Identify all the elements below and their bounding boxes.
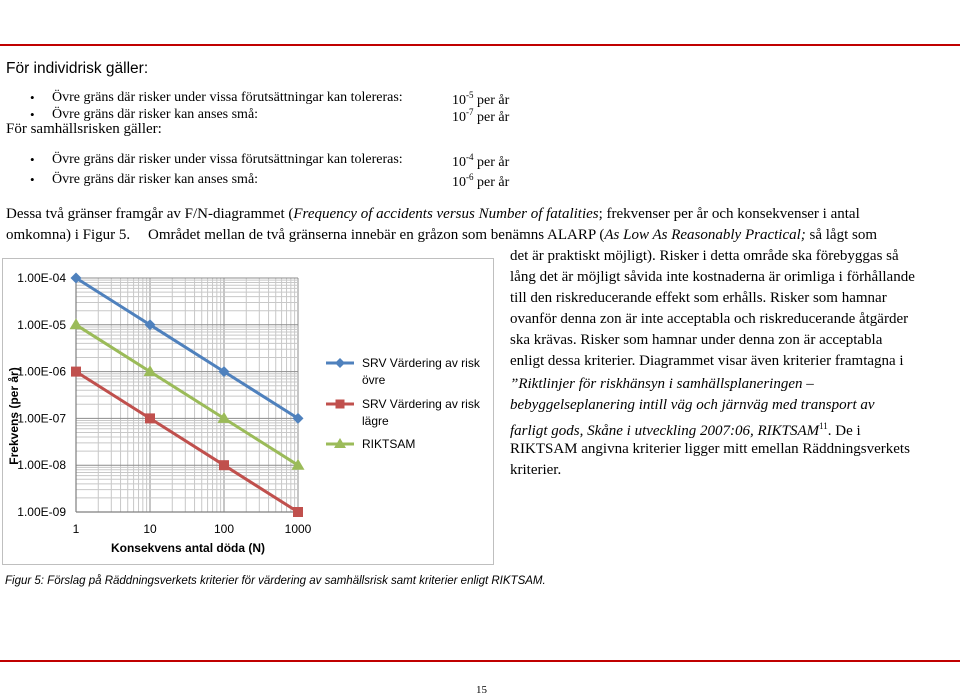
row-text: Övre gräns där risker under vissa förutsättningar kan tolereras: <box>52 90 403 105</box>
y-tick-labels <box>17 271 66 519</box>
data-point-triangle <box>292 459 305 470</box>
body-line-3: Området mellan de två gränserna innebär en gråzon som benämns ALARP (As Low As Reasonably Practical; så lågt som <box>148 227 878 243</box>
data-point-square <box>219 460 229 470</box>
x-tick-labels <box>73 522 312 536</box>
bullet-icon: • <box>30 90 35 105</box>
chart-series <box>70 273 305 518</box>
page-number: 15 <box>476 684 487 696</box>
samhall-row-2 <box>0 172 520 190</box>
data-point-square <box>293 507 303 517</box>
body-right-10: RIKTSAM angivna kriterier ligger mitt emellan Räddningsverkets <box>510 441 910 457</box>
data-point-triangle <box>218 412 231 423</box>
legend-label: SRV Värdering av risk <box>362 397 480 411</box>
samhallsrisk-heading: För samhällsrisken gäller: <box>6 121 162 137</box>
y-tick-label: 1.00E-04 <box>17 271 66 285</box>
body-right-8: bebyggelseplanering intill väg och järnväg med transport av <box>510 397 875 413</box>
series-line <box>76 278 298 418</box>
header-rule <box>0 44 960 46</box>
body-right-4: ovanför denna zon är inte acceptabla och riskreducerande åtgärder <box>510 311 909 327</box>
chart-legend <box>326 356 481 451</box>
body-right-7: ”Riktlinjer för riskhänsyn i samhällsplaneringen – <box>510 376 814 392</box>
row-value: $10^{-4}$ per år <box>452 152 510 170</box>
x-tick-label: 1 <box>72 522 80 536</box>
y-tick-label: 1.00E-06 <box>17 364 66 379</box>
legend-label: RIKTSAM <box>362 437 416 451</box>
data-point-diamond <box>335 358 345 368</box>
body-right-5: ska krävas. Risker som hamnar under denna zon är acceptabla <box>510 332 883 348</box>
body-right-1: det är praktiskt möjligt). Risker i detta område ska förebyggas så <box>510 248 899 264</box>
row-text: Övre gräns där risker under vissa förutsättningar kan tolereras: <box>52 152 403 167</box>
x-tick-label: 1000 <box>284 522 312 536</box>
row-text: Övre gräns där risker kan anses små: <box>52 172 259 187</box>
samhall-row-1 <box>0 152 520 170</box>
legend-item <box>326 397 481 428</box>
bullet-icon: • <box>30 172 35 187</box>
bullet-icon: • <box>30 107 35 122</box>
legend-label: övre <box>362 373 386 387</box>
body-right-3: till den riskreducerande effekt som erhålls. Risker som hamnar <box>510 290 887 306</box>
body-right-6: enligt dessa kriterier. Diagrammet visar även kriterier framtagna i <box>510 353 904 369</box>
data-point-triangle <box>144 365 157 376</box>
x-axis-label: Konsekvens antal döda (N) <box>110 541 266 555</box>
row-value: $10^{-7}$ per år <box>452 107 510 125</box>
individ-row-1 <box>0 90 520 108</box>
data-point-triangle <box>70 318 83 329</box>
row-value: $10^{-6}$ per år <box>452 172 510 190</box>
y-tick-label: 1.00E-08 <box>17 458 66 473</box>
bullet-icon: • <box>30 152 35 167</box>
body-line-2: omkomna) i Figur 5. <box>6 227 131 243</box>
body-right-9: farligt gods, Skåne i utveckling 2007:06, RIKTSAM$^{11}$. De i <box>510 421 861 439</box>
legend-label: SRV Värdering av risk <box>362 356 480 370</box>
legend-item <box>326 437 415 451</box>
legend-item <box>326 356 481 387</box>
y-tick-label: 1.00E-09 <box>17 505 66 519</box>
x-tick-label: 100 <box>213 522 235 536</box>
y-tick-label: 1.00E-07 <box>17 411 66 426</box>
series-group <box>70 318 305 469</box>
figure-caption: Figur 5: Förslag på Räddningsverkets kriterier för värdering av samhällsrisk samt kriterier enligt RIKTSAM. <box>5 575 546 587</box>
fn-diagram <box>0 258 500 558</box>
body-line-1: Dessa två gränser framgår av F/N-diagrammet (Frequency of accidents versus Number of fatalities; frekvenser per år och konsekvenser i antal <box>6 206 860 222</box>
x-tick-label: 10 <box>143 522 157 536</box>
footer-rule <box>0 660 960 662</box>
individrisk-heading: För individrisk gäller: <box>6 60 149 77</box>
series-line <box>76 325 298 465</box>
series-line <box>76 372 298 512</box>
y-tick-label: 1.00E-05 <box>17 317 66 332</box>
row-text: Övre gräns där risker kan anses små: <box>52 107 259 122</box>
y-axis-label: Frekvens (per år) <box>7 367 21 465</box>
data-point-square <box>145 413 155 423</box>
data-point-square <box>71 367 81 377</box>
row-value: $10^{-5}$ per år <box>452 90 510 108</box>
body-right-11: kriterier. <box>510 462 562 478</box>
legend-label: lägre <box>362 414 389 428</box>
body-right-2: lång det är möjligt såvida inte kostnaderna är orimliga i förhållande <box>510 269 915 285</box>
data-point-square <box>336 400 345 409</box>
